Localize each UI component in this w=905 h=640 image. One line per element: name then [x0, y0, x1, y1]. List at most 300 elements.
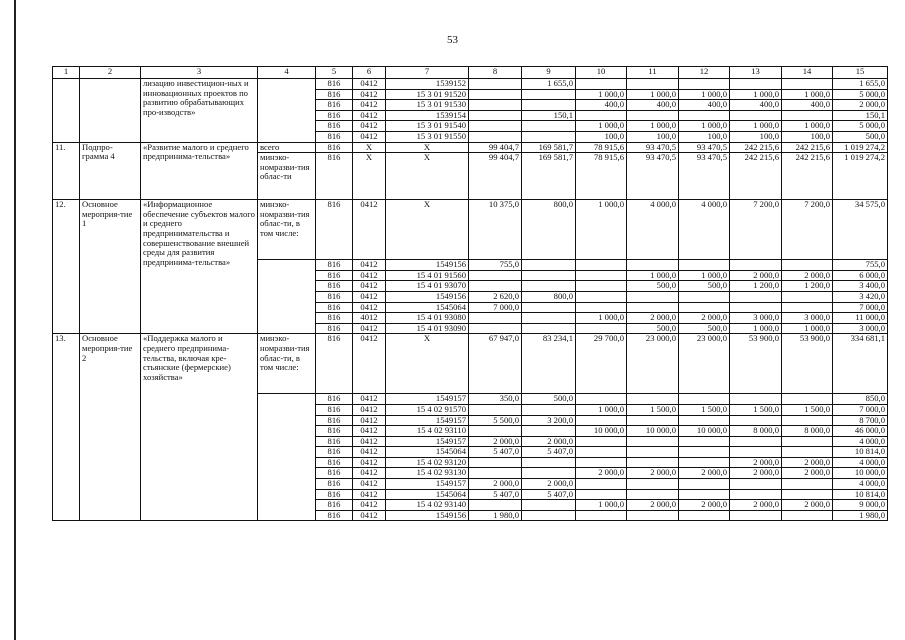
cell-col-7: 15 4 02 93140: [386, 500, 469, 511]
cell-col-9: [522, 404, 576, 415]
cell-col-15: 4 000,0: [833, 436, 888, 447]
cell-col-5: 816: [316, 457, 353, 468]
cell-col-13: 2 000,0: [730, 270, 782, 281]
cell-col-14: [782, 291, 833, 302]
table-row: [53, 200, 888, 260]
cell-col-10: [576, 110, 627, 121]
cell-col-6: 0412: [353, 457, 386, 468]
cell-col-6: 0412: [353, 394, 386, 405]
cell-col-13: [730, 110, 782, 121]
cell-col-15: 150,1: [833, 110, 888, 121]
cell-col-6: 0412: [353, 89, 386, 100]
cell-col-11: 1 500,0: [627, 404, 679, 415]
cell-col-8: 350,0: [469, 394, 522, 405]
cell-col-7: 1549156: [386, 291, 469, 302]
cell-col-15: 755,0: [833, 260, 888, 271]
column-header: 7: [386, 67, 469, 79]
cell-executor: всего: [258, 142, 316, 153]
cell-col-7: 1539154: [386, 110, 469, 121]
column-header: 10: [576, 67, 627, 79]
cell-col-9: 2 000,0: [522, 436, 576, 447]
cell-col-8: 2 000,0: [469, 436, 522, 447]
cell-col-5: 816: [316, 479, 353, 490]
cell-col-15: 1 980,0: [833, 510, 888, 521]
cell-col-6: X: [353, 142, 386, 153]
cell-col-8: [469, 131, 522, 142]
cell-col-15: 2 000,0: [833, 100, 888, 111]
cell-col-12: 2 000,0: [679, 500, 730, 511]
cell-col-11: 2 000,0: [627, 468, 679, 479]
cell-col-7: 1545064: [386, 302, 469, 313]
cell-col-15: 10 814,0: [833, 447, 888, 458]
cell-col-12: [679, 260, 730, 271]
column-header: 6: [353, 67, 386, 79]
cell-col-15: 500,0: [833, 131, 888, 142]
cell-col-5: 816: [316, 153, 353, 200]
cell-col-11: 10 000,0: [627, 426, 679, 437]
column-header: 11: [627, 67, 679, 79]
cell-col-6: 0412: [353, 510, 386, 521]
cell-col-6: 0412: [353, 436, 386, 447]
cell-col-10: [576, 457, 627, 468]
column-header: 2: [80, 67, 141, 79]
cell-col-5: 816: [316, 323, 353, 334]
cell-col-11: [627, 489, 679, 500]
cell-col-7: 15 4 01 91560: [386, 270, 469, 281]
cell-col-14: 1 000,0: [782, 89, 833, 100]
cell-col-12: 500,0: [679, 281, 730, 292]
cell-col-14: [782, 436, 833, 447]
cell-col-7: X: [386, 153, 469, 200]
cell-col-11: [627, 447, 679, 458]
column-header: 3: [141, 67, 258, 79]
cell-col-15: 1 019 274,2: [833, 153, 888, 200]
cell-col-10: 29 700,0: [576, 334, 627, 394]
cell-col-6: 0412: [353, 270, 386, 281]
cell-col-11: 500,0: [627, 281, 679, 292]
column-header: 13: [730, 67, 782, 79]
cell-col-14: 100,0: [782, 131, 833, 142]
cell-col-9: 800,0: [522, 291, 576, 302]
cell-name: Подпро-грамма 4: [80, 142, 141, 200]
cell-col-6: 0412: [353, 334, 386, 394]
cell-col-7: X: [386, 200, 469, 260]
cell-col-10: [576, 79, 627, 90]
cell-executor-empty: [258, 394, 316, 521]
cell-col-9: 5 407,0: [522, 447, 576, 458]
cell-col-9: 169 581,7: [522, 153, 576, 200]
cell-col-5: 816: [316, 394, 353, 405]
cell-col-12: [679, 436, 730, 447]
cell-col-5: 816: [316, 110, 353, 121]
cell-col-8: 99 404,7: [469, 142, 522, 153]
cell-name: Основное мероприя-тие 1: [80, 200, 141, 334]
cell-n: 11.: [53, 142, 80, 200]
cell-col-13: [730, 291, 782, 302]
cell-col-12: [679, 110, 730, 121]
cell-col-8: 5 407,0: [469, 447, 522, 458]
cell-col-9: [522, 121, 576, 132]
cell-name: Основное мероприя-тие 2: [80, 334, 141, 521]
cell-col-6: 0412: [353, 100, 386, 111]
cell-col-13: 2 000,0: [730, 468, 782, 479]
cell-col-5: 816: [316, 436, 353, 447]
column-header: 1: [53, 67, 80, 79]
cell-col-14: [782, 394, 833, 405]
cell-col-6: 0412: [353, 323, 386, 334]
cell-col-12: [679, 447, 730, 458]
cell-col-11: 400,0: [627, 100, 679, 111]
column-header: 5: [316, 67, 353, 79]
cell-col-7: 15 3 01 91520: [386, 89, 469, 100]
cell-col-12: [679, 394, 730, 405]
cell-col-6: X: [353, 153, 386, 200]
cell-col-10: [576, 447, 627, 458]
cell-col-10: 78 915,6: [576, 153, 627, 200]
cell-col-6: 0412: [353, 281, 386, 292]
cell-col-9: [522, 89, 576, 100]
cell-col-9: 5 407,0: [522, 489, 576, 500]
cell-col-5: 816: [316, 334, 353, 394]
cell-col-10: [576, 302, 627, 313]
cell-col-8: [469, 270, 522, 281]
cell-col-5: 816: [316, 404, 353, 415]
cell-col-7: 1549156: [386, 260, 469, 271]
table-row: [53, 142, 888, 153]
cell-col-15: 10 814,0: [833, 489, 888, 500]
cell-col-9: 150,1: [522, 110, 576, 121]
cell-col-5: 816: [316, 200, 353, 260]
cell-col-9: [522, 260, 576, 271]
cell-col-9: 800,0: [522, 200, 576, 260]
cell-col-6: 0412: [353, 131, 386, 142]
cell-col-9: [522, 281, 576, 292]
cell-col-9: 500,0: [522, 394, 576, 405]
cell-col-14: [782, 79, 833, 90]
table-row: [53, 79, 888, 90]
cell-col-10: 78 915,6: [576, 142, 627, 153]
cell-col-13: [730, 79, 782, 90]
cell-col-10: [576, 281, 627, 292]
cell-col-11: [627, 510, 679, 521]
cell-col-14: 400,0: [782, 100, 833, 111]
cell-col-8: [469, 100, 522, 111]
cell-name: [80, 79, 141, 143]
cell-col-8: 99 404,7: [469, 153, 522, 200]
cell-col-7: 1539152: [386, 79, 469, 90]
cell-col-14: [782, 447, 833, 458]
cell-col-15: 3 000,0: [833, 323, 888, 334]
cell-col-14: 3 000,0: [782, 313, 833, 324]
cell-col-5: 816: [316, 291, 353, 302]
cell-col-7: 1549157: [386, 394, 469, 405]
left-margin-bar: [14, 0, 16, 640]
cell-col-13: 242 215,6: [730, 142, 782, 153]
cell-col-13: [730, 302, 782, 313]
cell-col-10: [576, 415, 627, 426]
cell-col-12: [679, 302, 730, 313]
cell-col-12: 400,0: [679, 100, 730, 111]
cell-col-13: [730, 415, 782, 426]
cell-n: 13.: [53, 334, 80, 521]
cell-col-11: [627, 457, 679, 468]
cell-col-6: 0412: [353, 121, 386, 132]
cell-col-10: 1 000,0: [576, 200, 627, 260]
cell-col-5: 816: [316, 260, 353, 271]
cell-col-13: 3 000,0: [730, 313, 782, 324]
cell-col-14: [782, 415, 833, 426]
cell-col-9: [522, 500, 576, 511]
cell-col-10: [576, 436, 627, 447]
cell-col-11: 1 000,0: [627, 270, 679, 281]
cell-col-5: 816: [316, 415, 353, 426]
cell-col-13: 1 500,0: [730, 404, 782, 415]
cell-col-15: 3 400,0: [833, 281, 888, 292]
cell-col-7: 15 3 01 91530: [386, 100, 469, 111]
cell-col-7: 1549157: [386, 436, 469, 447]
cell-col-15: 3 420,0: [833, 291, 888, 302]
cell-col-9: [522, 510, 576, 521]
cell-col-5: 816: [316, 89, 353, 100]
cell-col-14: 2 000,0: [782, 457, 833, 468]
cell-col-8: [469, 89, 522, 100]
cell-col-10: 2 000,0: [576, 468, 627, 479]
cell-col-8: [469, 79, 522, 90]
cell-col-6: 0412: [353, 426, 386, 437]
column-header: 8: [469, 67, 522, 79]
cell-col-15: 34 575,0: [833, 200, 888, 260]
cell-col-15: 5 000,0: [833, 89, 888, 100]
cell-col-10: 1 000,0: [576, 500, 627, 511]
cell-col-8: [469, 313, 522, 324]
cell-col-15: 8 700,0: [833, 415, 888, 426]
cell-col-11: 1 000,0: [627, 121, 679, 132]
cell-col-14: 242 215,6: [782, 142, 833, 153]
cell-col-13: 1 000,0: [730, 323, 782, 334]
cell-col-14: [782, 302, 833, 313]
cell-col-12: 2 000,0: [679, 468, 730, 479]
cell-col-6: 0412: [353, 79, 386, 90]
cell-col-5: 816: [316, 468, 353, 479]
cell-col-10: 100,0: [576, 131, 627, 142]
cell-col-9: [522, 323, 576, 334]
page-number: 53: [447, 34, 458, 46]
cell-col-7: 1549157: [386, 415, 469, 426]
cell-col-7: 15 4 01 93070: [386, 281, 469, 292]
cell-col-13: 8 000,0: [730, 426, 782, 437]
table-row: [53, 334, 888, 394]
cell-col-13: 242 215,6: [730, 153, 782, 200]
cell-col-6: 0412: [353, 110, 386, 121]
cell-col-11: 2 000,0: [627, 313, 679, 324]
cell-title: «Поддержка малого и среднего предпринима-тельства, включая кре-стьянские (фермерские) хозяйства»: [141, 334, 258, 521]
cell-col-13: 1 000,0: [730, 121, 782, 132]
cell-col-13: 400,0: [730, 100, 782, 111]
cell-col-5: 816: [316, 302, 353, 313]
cell-col-10: [576, 323, 627, 334]
cell-col-8: [469, 500, 522, 511]
cell-col-7: 15 3 01 91540: [386, 121, 469, 132]
cell-col-10: 10 000,0: [576, 426, 627, 437]
cell-col-6: 0412: [353, 200, 386, 260]
cell-col-12: [679, 457, 730, 468]
cell-col-11: 1 000,0: [627, 89, 679, 100]
cell-col-8: [469, 110, 522, 121]
column-header: 9: [522, 67, 576, 79]
cell-col-9: [522, 270, 576, 281]
cell-col-14: 7 200,0: [782, 200, 833, 260]
cell-col-15: 46 000,0: [833, 426, 888, 437]
cell-col-5: 816: [316, 500, 353, 511]
cell-col-15: 1 655,0: [833, 79, 888, 90]
cell-col-5: 816: [316, 489, 353, 500]
cell-col-13: [730, 489, 782, 500]
cell-col-6: 0412: [353, 302, 386, 313]
cell-col-11: 100,0: [627, 131, 679, 142]
cell-col-9: 1 655,0: [522, 79, 576, 90]
cell-title: лизацию инвестицион-ных и инновационных проектов по развитию обрабатывающих про-изводств»: [141, 79, 258, 143]
cell-col-12: [679, 510, 730, 521]
cell-col-12: 23 000,0: [679, 334, 730, 394]
cell-col-7: 15 4 02 91570: [386, 404, 469, 415]
cell-col-11: 93 470,5: [627, 153, 679, 200]
cell-col-13: 53 900,0: [730, 334, 782, 394]
cell-col-14: [782, 110, 833, 121]
cell-col-11: [627, 479, 679, 490]
cell-col-9: [522, 468, 576, 479]
cell-col-10: 400,0: [576, 100, 627, 111]
cell-col-13: 2 000,0: [730, 457, 782, 468]
cell-col-10: [576, 394, 627, 405]
cell-col-15: 850,0: [833, 394, 888, 405]
cell-col-11: 23 000,0: [627, 334, 679, 394]
cell-col-7: 15 4 02 93130: [386, 468, 469, 479]
cell-col-8: 1 980,0: [469, 510, 522, 521]
cell-col-5: 816: [316, 313, 353, 324]
cell-col-14: 1 200,0: [782, 281, 833, 292]
cell-col-15: 6 000,0: [833, 270, 888, 281]
cell-col-8: [469, 404, 522, 415]
cell-col-14: 8 000,0: [782, 426, 833, 437]
cell-col-9: [522, 426, 576, 437]
cell-col-8: 755,0: [469, 260, 522, 271]
cell-n: [53, 79, 80, 143]
cell-col-14: [782, 260, 833, 271]
cell-col-7: X: [386, 334, 469, 394]
cell-col-9: [522, 302, 576, 313]
cell-col-8: 10 375,0: [469, 200, 522, 260]
cell-col-8: [469, 281, 522, 292]
cell-col-7: X: [386, 142, 469, 153]
cell-col-13: [730, 436, 782, 447]
cell-col-13: [730, 447, 782, 458]
cell-col-8: [469, 121, 522, 132]
cell-executor: минэко-номразви-тия облас-ти, в том числе:: [258, 200, 316, 260]
cell-col-8: 5 407,0: [469, 489, 522, 500]
cell-col-10: 1 000,0: [576, 404, 627, 415]
cell-col-9: [522, 100, 576, 111]
cell-col-8: 7 000,0: [469, 302, 522, 313]
cell-col-7: 1545064: [386, 447, 469, 458]
cell-col-13: 2 000,0: [730, 500, 782, 511]
cell-col-12: 93 470,5: [679, 142, 730, 153]
cell-col-13: [730, 479, 782, 490]
cell-col-11: [627, 436, 679, 447]
cell-col-15: 1 019 274,2: [833, 142, 888, 153]
cell-col-11: 93 470,5: [627, 142, 679, 153]
column-header: 12: [679, 67, 730, 79]
cell-col-15: 5 000,0: [833, 121, 888, 132]
cell-col-11: 2 000,0: [627, 500, 679, 511]
cell-col-10: 1 000,0: [576, 313, 627, 324]
cell-title: «Информационное обеспечение субъектов малого и среднего предпринимательства и совершенствование внешней среды для развития предпринима-тельства»: [141, 200, 258, 334]
column-header: 4: [258, 67, 316, 79]
cell-col-10: 1 000,0: [576, 121, 627, 132]
cell-col-10: [576, 260, 627, 271]
cell-col-6: 0412: [353, 260, 386, 271]
cell-col-6: 0412: [353, 447, 386, 458]
cell-col-7: 15 4 02 93120: [386, 457, 469, 468]
cell-col-5: 816: [316, 79, 353, 90]
cell-col-5: 816: [316, 100, 353, 111]
cell-title: «Развитие малого и среднего предпринима-тельства»: [141, 142, 258, 200]
cell-col-10: [576, 270, 627, 281]
cell-col-8: [469, 426, 522, 437]
cell-col-11: [627, 394, 679, 405]
cell-col-15: 7 000,0: [833, 404, 888, 415]
cell-col-15: 9 000,0: [833, 500, 888, 511]
cell-col-13: [730, 394, 782, 405]
cell-col-7: 1549157: [386, 479, 469, 490]
cell-col-7: 1549156: [386, 510, 469, 521]
table-body: [53, 67, 888, 521]
cell-col-9: 169 581,7: [522, 142, 576, 153]
cell-col-9: [522, 313, 576, 324]
cell-col-12: [679, 479, 730, 490]
header-row: [53, 67, 888, 79]
cell-col-12: 1 000,0: [679, 89, 730, 100]
cell-col-14: 1 000,0: [782, 121, 833, 132]
cell-executor: минэко-номразви-тия облас-ти: [258, 153, 316, 200]
cell-col-7: 15 4 02 93110: [386, 426, 469, 437]
cell-col-5: 816: [316, 510, 353, 521]
cell-col-10: [576, 291, 627, 302]
cell-col-7: 15 3 01 91550: [386, 131, 469, 142]
cell-col-12: 1 500,0: [679, 404, 730, 415]
cell-col-6: 0412: [353, 415, 386, 426]
cell-col-15: 334 681,1: [833, 334, 888, 394]
cell-col-11: [627, 302, 679, 313]
cell-col-12: 4 000,0: [679, 200, 730, 260]
cell-col-12: [679, 291, 730, 302]
cell-col-11: [627, 415, 679, 426]
cell-col-9: 3 200,0: [522, 415, 576, 426]
cell-col-9: 83 234,1: [522, 334, 576, 394]
cell-col-14: 2 000,0: [782, 468, 833, 479]
cell-col-5: 816: [316, 270, 353, 281]
cell-col-6: 0412: [353, 479, 386, 490]
cell-executor: [258, 79, 316, 143]
cell-col-14: [782, 510, 833, 521]
cell-col-5: 816: [316, 131, 353, 142]
cell-col-6: 0412: [353, 468, 386, 479]
cell-col-8: 67 947,0: [469, 334, 522, 394]
cell-col-6: 0412: [353, 489, 386, 500]
cell-col-11: [627, 260, 679, 271]
cell-col-7: 15 4 01 93090: [386, 323, 469, 334]
cell-col-6: 0412: [353, 500, 386, 511]
cell-col-14: 2 000,0: [782, 270, 833, 281]
